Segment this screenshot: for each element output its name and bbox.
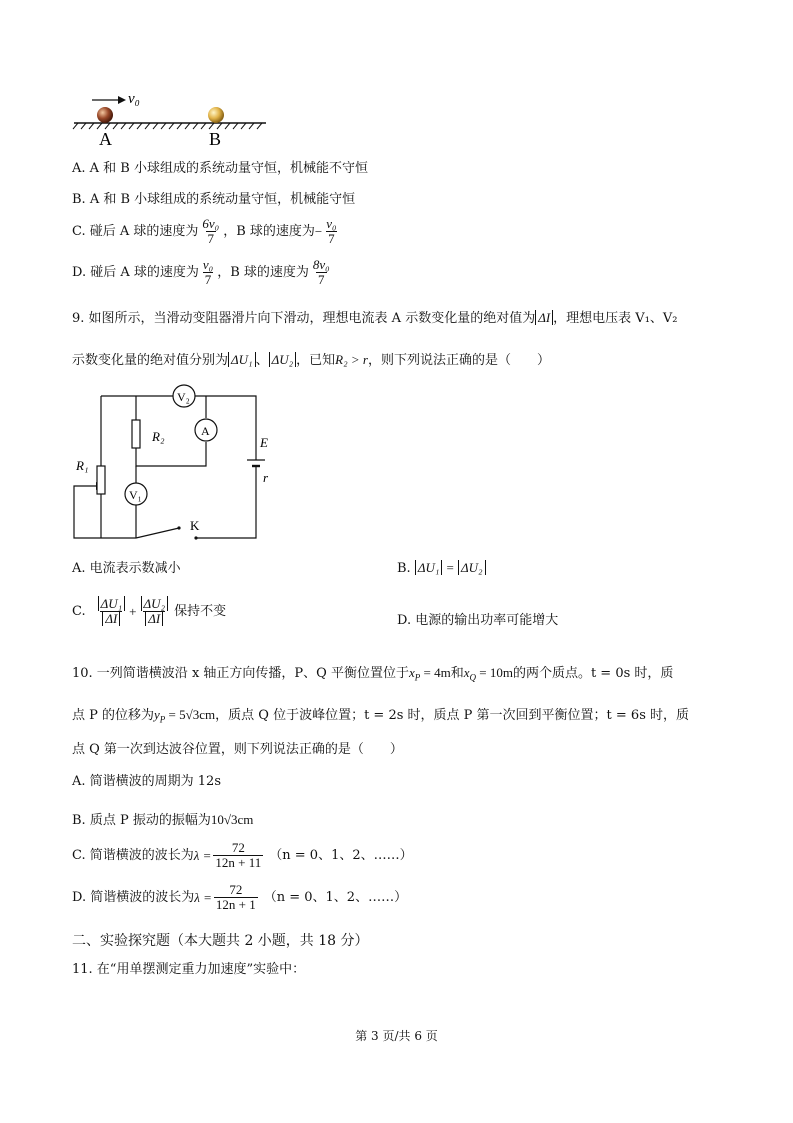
numerator: v₀ [326, 216, 337, 231]
condition: R₂ > r [335, 352, 368, 367]
label-a: A [99, 129, 112, 149]
q8-option-c-mid: ，B 球的速度为 [223, 223, 315, 239]
q10-option-d-range: （n = 0、1、2、……） [263, 889, 408, 905]
voltmeter-v2-label: V₂ [177, 390, 190, 404]
option-letter: B. [397, 561, 411, 576]
subscript: Q [469, 672, 476, 683]
q8-option-d-text: D. 碰后 A 球的速度为 [72, 264, 199, 280]
q10-option-d [72, 883, 407, 912]
fraction [214, 883, 258, 912]
q10-text: 点 P 的位移为 [72, 708, 155, 723]
q9-text: 示数变化量的绝对值分别为 [72, 353, 229, 368]
ball-a [97, 107, 113, 123]
option-letter: C. [72, 603, 86, 619]
numerator: 72 [231, 840, 245, 855]
x-p-value: = 4m [420, 665, 451, 680]
y-p-value: = 5√3cm [165, 707, 216, 722]
minus-sign: − [314, 223, 323, 239]
x-q: x [463, 665, 470, 680]
q10-text: 和 [450, 666, 464, 681]
fraction [324, 217, 338, 246]
delta-u1: ΔU₁ [228, 352, 256, 367]
q9-option-c [72, 597, 226, 626]
q10-text: ，质点 Q 位于波峰位置；t = 2s 时，质点 P 第一次回到平衡位置；t = 6s 时，质 [215, 708, 690, 723]
q9-text: ，已知 [296, 353, 336, 368]
denominator: ΔI [102, 611, 120, 626]
q10-stem-line2 [72, 707, 689, 728]
denominator: 12n + 1 [215, 897, 256, 912]
y-p: y [154, 707, 160, 722]
section-heading: 二、实验探究题（本大题共 2 小题，共 18 分） [72, 933, 369, 949]
fraction [213, 841, 263, 870]
q11-stem: 11. 在“用单摆测定重力加速度”实验中： [72, 962, 306, 977]
internal-resistance-label: r [263, 470, 269, 485]
separator: 、 [255, 353, 269, 368]
q10-option-c-range: （n = 0、1、2、……） [269, 847, 413, 863]
q8-option-c-text: C. 碰后 A 球的速度为 [72, 223, 199, 239]
plus-sign: + [129, 603, 137, 619]
fraction [139, 597, 171, 626]
delta-u2: ΔU₂ [458, 560, 486, 575]
q10-option-d-text: D. 简谐横波的波长为 [72, 889, 195, 905]
label-b: B [209, 129, 222, 149]
denominator: ΔI [145, 611, 163, 626]
switch-contact [177, 526, 180, 529]
r1-label: R₁ [76, 458, 89, 473]
fraction [311, 258, 332, 287]
q10-option-b-text: B. 质点 P 振动的振幅为 [72, 813, 211, 828]
denominator: 7 [204, 272, 212, 287]
fraction [96, 597, 128, 626]
voltmeter-v1-label: V₁ [129, 488, 142, 502]
ammeter-label: A [201, 424, 210, 438]
q9-option-b [397, 560, 486, 577]
q10-text: 10. 一列简谐横波沿 x 轴正方向传播，P、Q 平衡位置位于 [72, 666, 409, 681]
subscript: P [159, 714, 166, 725]
resistor-r1 [97, 466, 105, 494]
equals-sign: = [446, 560, 454, 575]
fraction [201, 258, 215, 287]
q10-option-c [72, 841, 413, 870]
q10-text: 的两个质点。t = 0s 时，质 [512, 666, 674, 681]
delta-u1: ΔU₁ [415, 560, 443, 575]
q9-option-d: D. 电源的输出功率可能增大 [397, 613, 559, 628]
denominator: 7 [328, 231, 335, 246]
lambda: λ = [194, 889, 212, 905]
q8-option-d-mid: ，B 球的速度为 [217, 264, 309, 280]
velocity-label: v₀ [128, 91, 140, 107]
ball-b [208, 107, 224, 123]
q10-stem-line3: 点 Q 第一次到达波谷位置，则下列说法正确的是（ ） [72, 742, 403, 757]
amplitude-value: 10√3cm [210, 812, 254, 827]
q10-stem-line1 [72, 665, 673, 686]
q9-stem-line2 [72, 352, 550, 369]
numerator: 8v₀ [312, 257, 330, 272]
numerator: v₀ [202, 257, 214, 272]
fraction [200, 217, 221, 246]
q10-option-b [72, 812, 253, 829]
numerator: 72 [229, 882, 243, 897]
q8-option-b: B. A 和 B 小球组成的系统动量守恒，机械能守恒 [72, 192, 356, 207]
r2-label: R₂ [152, 429, 165, 444]
velocity-arrowhead [118, 96, 126, 104]
x-q-value: = 10m [475, 665, 513, 680]
circuit-diagram [66, 378, 286, 548]
lambda: λ = [193, 847, 212, 863]
numerator: 6v₀ [202, 216, 220, 231]
switch-contact [194, 536, 197, 539]
numerator: ΔU₂ [141, 596, 169, 611]
resistor-r2 [132, 420, 140, 448]
denominator: 7 [318, 272, 325, 287]
x-p: x [408, 665, 415, 680]
switch-label: K [190, 518, 200, 533]
delta-i: ΔI [535, 310, 553, 325]
q9-text: ，理想电压表 V₁、V₂ [553, 311, 678, 326]
q9-stem-line1 [72, 310, 678, 327]
emf-label: E [260, 435, 268, 450]
subscript: P [414, 672, 421, 683]
denominator: 7 [207, 231, 215, 246]
numerator: ΔU₁ [98, 596, 126, 611]
page-footer: 第 3 页/共 6 页 [355, 1029, 438, 1043]
q9-option-a: A. 电流表示数减小 [72, 561, 181, 576]
denominator: 12n + 11 [215, 855, 262, 870]
q10-option-a: A. 简谐横波的周期为 12s [72, 774, 221, 789]
delta-u2: ΔU₂ [269, 352, 297, 367]
q9-option-c-text: 保持不变 [174, 603, 227, 619]
q8-option-a: A. A 和 B 小球组成的系统动量守恒，机械能不守恒 [72, 161, 368, 176]
q8-option-c [72, 217, 341, 246]
q9-text: ，则下列说法正确的是（ ） [367, 353, 550, 368]
q9-text: 9. 如图所示，当滑动变阻器滑片向下滑动，理想电流表 A 示数变化量的绝对值为 [72, 311, 536, 326]
q10-option-c-text: C. 简谐横波的波长为 [72, 847, 194, 863]
q8-option-d [72, 258, 334, 287]
collision-figure [70, 86, 280, 152]
